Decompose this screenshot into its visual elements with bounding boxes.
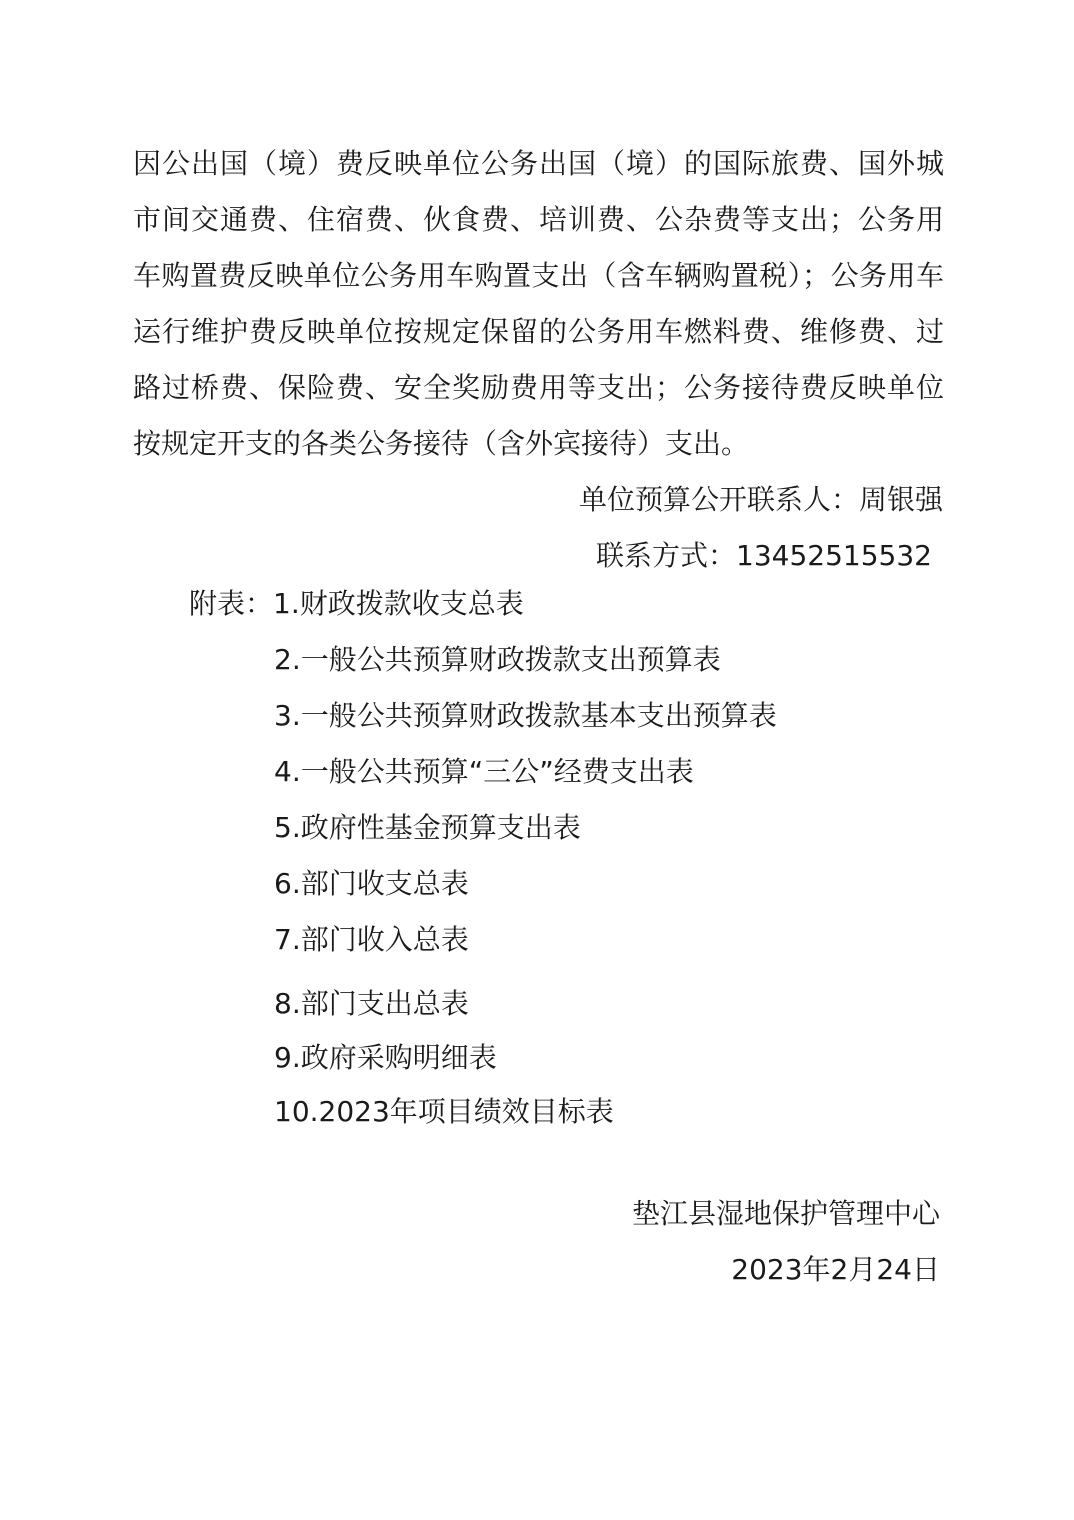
- attachment-item: 6.部门收支总表: [274, 867, 469, 900]
- attachment-item: 5.政府性基金预算支出表: [274, 811, 581, 844]
- body-line-2: 市间交通费、住宿费、伙食费、培训费、公杂费等支出；公务用: [133, 203, 944, 236]
- body-line-1: 因公出国（境）费反映单位公务出国（境）的国际旅费、国外城: [133, 147, 944, 180]
- attachment-item: 10.2023年项目绩效目标表: [274, 1095, 614, 1128]
- attachment-item: 3.一般公共预算财政拨款基本支出预算表: [274, 699, 777, 732]
- attachments-heading: [189, 584, 524, 624]
- attachment-item: 9.政府采购明细表: [274, 1041, 497, 1074]
- attachments-heading-label: 附表：: [189, 587, 274, 620]
- attachment-item: 7.部门收入总表: [274, 923, 469, 956]
- signature-org: 垫江县湿地保护管理中心: [631, 1197, 940, 1230]
- attachment-item: 2.一般公共预算财政拨款支出预算表: [274, 643, 721, 676]
- attachment-item: 1.财政拨款收支总表: [273, 587, 524, 620]
- attachment-item: 8.部门支出总表: [274, 987, 469, 1020]
- contact-phone: 联系方式：13452515532: [596, 539, 932, 572]
- body-line-5: 路过桥费、保险费、安全奖励费用等支出；公务接待费反映单位: [133, 371, 944, 404]
- body-line-3: 车购置费反映单位公务用车购置支出（含车辆购置税）；公务用车: [133, 259, 944, 292]
- contact-person: 单位预算公开联系人：周银强: [578, 483, 943, 516]
- attachment-item: 4.一般公共预算“三公”经费支出表: [274, 755, 694, 788]
- signature-date: 2023年2月24日: [731, 1253, 940, 1286]
- body-line-6: 按规定开支的各类公务接待（含外宾接待）支出。: [133, 427, 750, 460]
- body-line-4: 运行维护费反映单位按规定保留的公务用车燃料费、维修费、过: [133, 315, 944, 348]
